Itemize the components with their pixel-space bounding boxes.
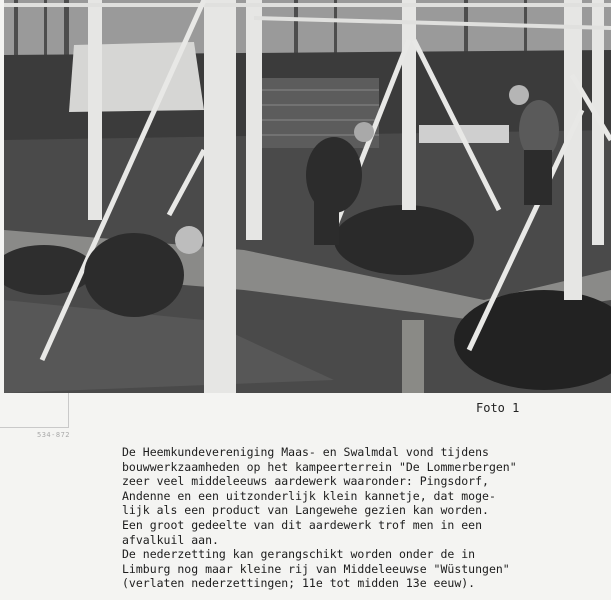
text-line: (verlaten nederzettingen; 11e tot midden 13e eeuw). — [122, 576, 476, 591]
photo-drawing — [4, 0, 611, 393]
text-line: De nederzetting kan gerangschikt worden onder de in — [122, 547, 476, 562]
text-line: Een groot gedeelte van dit aardewerk trof men in een — [122, 517, 483, 532]
text-line: Limburg nog maar kleine rij van Middeleeuwse "Wüstungen" — [122, 561, 510, 576]
text-line: afvalkuil aan. — [122, 532, 219, 547]
text-line: Andenne en een uitzonderlijk klein kannetje, dat moge- — [122, 488, 496, 503]
photo-caption: Foto 1 — [476, 401, 520, 415]
text-line: lijk als een product van Langewehe gezien kan worden. — [122, 503, 489, 518]
text-line: bouwwerkzaamheden op het kampeerterrein "De Lommerbergen" — [122, 459, 517, 474]
text-line: De Heemkundevereniging Maas- en Swalmdal vond tijdens — [122, 445, 489, 459]
body-text — [122, 445, 608, 591]
text-line: zeer veel middeleeuws aardewerk waaronder: Pingsdorf, — [122, 474, 489, 489]
photo-corner-mark — [0, 393, 69, 428]
excavation-photo — [4, 0, 611, 393]
archive-stamp: 534-872 — [37, 431, 71, 439]
